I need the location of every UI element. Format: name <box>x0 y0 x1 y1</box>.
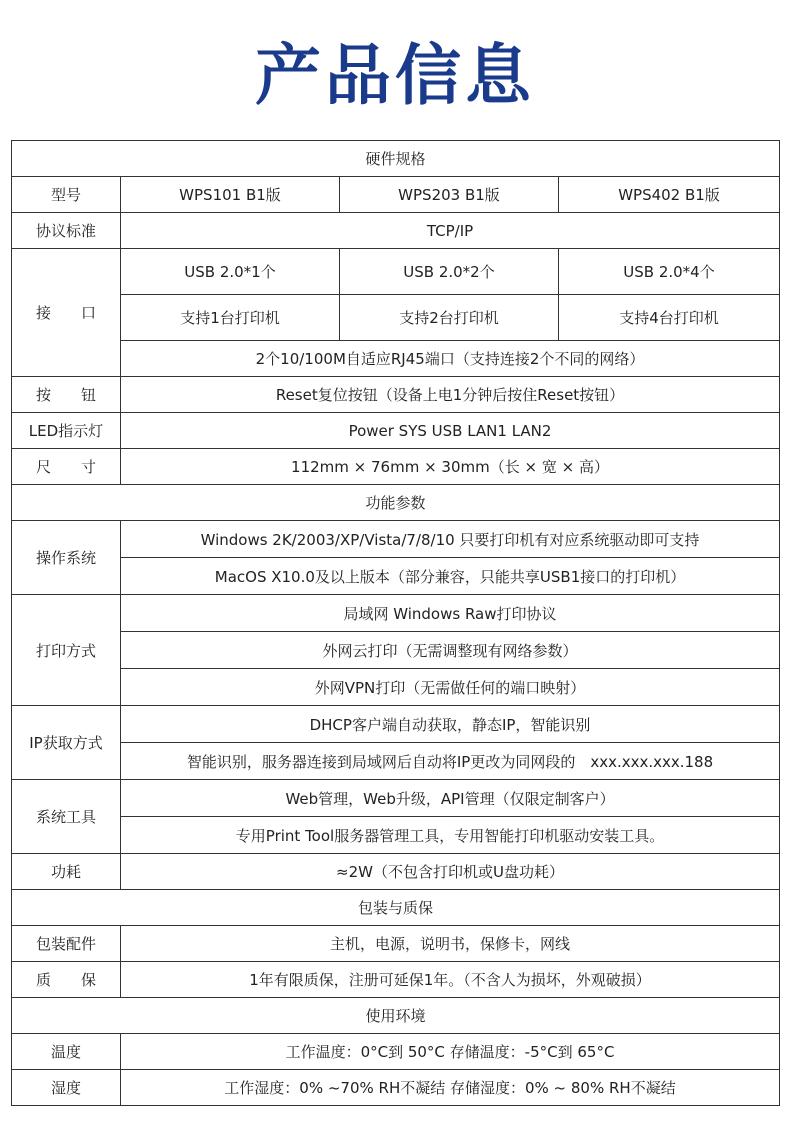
ip-mode-value: DHCP客户端自动获取，静态IP，智能识别 <box>121 706 780 743</box>
table-row <box>12 743 780 780</box>
table-row <box>12 1070 780 1106</box>
table-row <box>12 413 780 449</box>
table-row <box>12 595 780 632</box>
table-row <box>12 377 780 413</box>
network-port-value: 2个10/100M自适应RJ45端口（支持连接2个不同的网络） <box>121 341 780 377</box>
button-value: Reset复位按钮（设备上电1分钟后按住Reset按钮） <box>121 377 780 413</box>
print-mode-label: 打印方式 <box>12 595 121 706</box>
section-row <box>12 485 780 521</box>
table-row <box>12 249 780 295</box>
table-row <box>12 341 780 377</box>
usb-value: USB 2.0*4个 <box>559 249 780 295</box>
ip-mode-label: IP获取方式 <box>12 706 121 780</box>
led-value: Power SYS USB LAN1 LAN2 <box>121 413 780 449</box>
humidity-label: 湿度 <box>12 1070 121 1106</box>
table-row <box>12 177 780 213</box>
size-value: 112mm × 76mm × 30mm（长 × 宽 × 高） <box>121 449 780 485</box>
protocol-label: 协议标准 <box>12 213 121 249</box>
power-label: 功耗 <box>12 854 121 890</box>
humidity-value: 工作湿度：0% ~70% RH不凝结 存储湿度：0% ~ 80% RH不凝结 <box>121 1070 780 1106</box>
section-hardware: 硬件规格 <box>12 141 780 177</box>
model-value: WPS101 B1版 <box>121 177 340 213</box>
tools-label: 系统工具 <box>12 780 121 854</box>
table-row <box>12 780 780 817</box>
section-row <box>12 998 780 1034</box>
table-row <box>12 295 780 341</box>
table-row <box>12 1034 780 1070</box>
led-label: LED指示灯 <box>12 413 121 449</box>
usb-value: USB 2.0*2个 <box>340 249 559 295</box>
table-row <box>12 706 780 743</box>
os-value: Windows 2K/2003/XP/Vista/7/8/10 只要打印机有对应系统驱动即可支持 <box>121 521 780 558</box>
button-label: 按 钮 <box>12 377 121 413</box>
ip-mode-value: 智能识别，服务器连接到局域网后自动将IP更改为同网段的 xxx.xxx.xxx.188 <box>121 743 780 780</box>
table-row <box>12 521 780 558</box>
os-label: 操作系统 <box>12 521 121 595</box>
printer-support-value: 支持2台打印机 <box>340 295 559 341</box>
accessories-value: 主机，电源，说明书，保修卡，网线 <box>121 926 780 962</box>
warranty-value: 1年有限质保，注册可延保1年。（不含人为损坏，外观破损） <box>121 962 780 998</box>
tools-value: Web管理，Web升级，API管理（仅限定制客户） <box>121 780 780 817</box>
print-mode-value: 局域网 Windows Raw打印协议 <box>121 595 780 632</box>
table-row <box>12 558 780 595</box>
section-environment: 使用环境 <box>12 998 780 1034</box>
model-value: WPS402 B1版 <box>559 177 780 213</box>
model-value: WPS203 B1版 <box>340 177 559 213</box>
section-packaging: 包装与质保 <box>12 890 780 926</box>
power-value: ≈2W（不包含打印机或U盘功耗） <box>121 854 780 890</box>
accessories-label: 包装配件 <box>12 926 121 962</box>
table-row <box>12 213 780 249</box>
print-mode-value: 外网VPN打印（无需做任何的端口映射） <box>121 669 780 706</box>
table-row <box>12 449 780 485</box>
print-mode-value: 外网云打印（无需调整现有网络参数） <box>121 632 780 669</box>
temperature-label: 温度 <box>12 1034 121 1070</box>
table-row <box>12 632 780 669</box>
model-label: 型号 <box>12 177 121 213</box>
table-row <box>12 962 780 998</box>
table-row <box>12 926 780 962</box>
interface-label: 接 口 <box>12 249 121 377</box>
printer-support-value: 支持1台打印机 <box>121 295 340 341</box>
size-label: 尺 寸 <box>12 449 121 485</box>
page-title: 产品信息 <box>255 37 535 114</box>
printer-support-value: 支持4台打印机 <box>559 295 780 341</box>
section-row <box>12 890 780 926</box>
table-row <box>12 854 780 890</box>
tools-value: 专用Print Tool服务器管理工具，专用智能打印机驱动安装工具。 <box>121 817 780 854</box>
usb-value: USB 2.0*1个 <box>121 249 340 295</box>
section-row <box>12 141 780 177</box>
table-row <box>12 669 780 706</box>
temperature-value: 工作温度：0°C到 50°C 存储温度：-5°C到 65°C <box>121 1034 780 1070</box>
table-row <box>12 817 780 854</box>
protocol-value: TCP/IP <box>121 213 780 249</box>
section-function: 功能参数 <box>12 485 780 521</box>
spec-table <box>11 140 780 1106</box>
warranty-label: 质 保 <box>12 962 121 998</box>
os-value: MacOS X10.0及以上版本（部分兼容，只能共享USB1接口的打印机） <box>121 558 780 595</box>
